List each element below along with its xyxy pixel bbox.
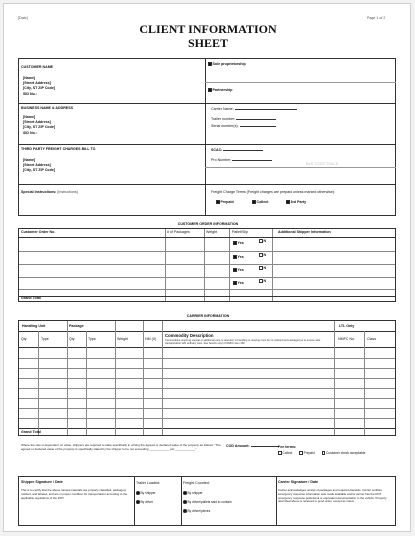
customer-check-checkbox[interactable] [322, 451, 326, 455]
pro-number-field[interactable] [211, 158, 272, 162]
third-party-street-field[interactable]: [Street Address] [23, 163, 51, 167]
carrier-col-nmfc: NMFC No. [338, 337, 355, 341]
row3-yes-label: Yes [237, 268, 244, 272]
scac-field[interactable] [211, 148, 263, 152]
row4-no-label: N [263, 279, 267, 283]
carrier-col-weight: Weight [117, 337, 129, 341]
counted-by-driver-pallets-label: By driver/pallets said to contain [187, 500, 232, 504]
page-number: Page 1 of 2 [367, 16, 386, 20]
order-col-additional: Additional Shipper Information [278, 230, 331, 234]
row3-no-label: N [263, 266, 267, 270]
shipper-signature-label: Shipper Signature / Date [21, 480, 63, 484]
row1-no-checkbox[interactable] [259, 239, 263, 243]
shipper-certification: This is to certify that the above named materials are properly classified, packaged, marked, and labeled, and are in proper condition for transportation according to the applicable regulations of the DOT. [21, 488, 128, 500]
sole-proprietorship-option[interactable] [208, 62, 246, 66]
collect-label: Collect [256, 200, 269, 204]
fee-terms-label: Fee terms: [278, 445, 297, 449]
special-instructions-label: Special Instructions: [21, 190, 57, 194]
pro-number-label: Pro Number: [211, 158, 232, 162]
business-street-field[interactable]: [Street Address] [23, 120, 51, 124]
declared-value-note: Where the rate is dependent on value, shippers are required to state specifically in writing the agreed or declared value of the property as follows: "The agreed or declared value of the property is specifically stated by the shipper to be not exceeding ____________ per ____________" [21, 443, 221, 451]
customer-name-field[interactable]: [Name] [23, 76, 36, 80]
scac-label: SCAC: [211, 148, 223, 152]
row2-no-checkbox[interactable] [259, 253, 263, 257]
special-instructions[interactable] [21, 190, 78, 194]
carrier-grand-total: Grand Total [21, 430, 41, 434]
customer-city-field[interactable]: [City, ST ZIP Code] [23, 86, 56, 90]
row4-yes-checkbox[interactable] [233, 281, 237, 285]
serial-number-label: Serial number(s): [211, 124, 239, 128]
loaded-by-shipper[interactable] [136, 491, 156, 495]
carrier-col-qty1: Qty [21, 337, 27, 341]
third-party-city-field[interactable]: [City, ST ZIP Code] [23, 168, 56, 172]
customer-order-table [18, 228, 396, 302]
row1-yes-checkbox[interactable] [233, 241, 237, 245]
third-party-heading: THIRD PARTY FREIGHT CHARGES BILL TO [21, 147, 96, 151]
order-row4-yes[interactable] [233, 281, 244, 285]
order-row3-yes[interactable] [233, 268, 244, 272]
row2-yes-label: Yes [237, 255, 244, 259]
page-title-line1: CLIENT INFORMATION [139, 22, 277, 36]
counted-by-shipper-label: By shipper [187, 491, 203, 495]
page-title-line2: SHEET [187, 36, 229, 50]
trailer-number-label: Trailer number: [211, 117, 236, 121]
ltl-only-header: LTL Only [339, 324, 355, 328]
customer-name-heading: CUSTOMER NAME [21, 65, 54, 69]
counted-by-driver-pieces[interactable] [183, 509, 210, 513]
carrier-col-qty2: Qty [69, 337, 75, 341]
loaded-by-driver[interactable] [136, 500, 153, 504]
loaded-by-shipper-radio[interactable] [136, 491, 140, 495]
third-party-name-field[interactable]: [Name] [23, 158, 36, 162]
partnership-checkbox[interactable] [208, 88, 212, 92]
order-row4-no[interactable] [259, 279, 266, 283]
freight-terms-label: Freight Charge Terms (Freight charges are prepaid unless marked otherwise): [211, 190, 335, 194]
package-header: Package [69, 324, 84, 328]
customer-order-heading: CUSTOMER ORDER INFORMATION [177, 222, 239, 226]
fee-terms-options [278, 451, 365, 455]
order-row2-yes[interactable] [233, 255, 244, 259]
collect-option[interactable] [252, 200, 268, 204]
loaded-by-driver-radio[interactable] [136, 500, 140, 504]
third-party-checkbox[interactable] [286, 200, 290, 204]
row2-yes-checkbox[interactable] [233, 255, 237, 259]
customer-check-label: Customer check acceptable [326, 451, 366, 455]
carrier-col-type1: Type [41, 337, 49, 341]
counted-by-driver-pallets-radio[interactable] [183, 500, 187, 504]
handling-unit-header: Handling Unit [22, 324, 46, 328]
carrier-info-heading: CARRIER INFORMATION [186, 314, 230, 318]
cod-amount-label: COD Amount: [226, 444, 250, 448]
special-instructions-value[interactable]: [Instructions] [57, 190, 78, 194]
row4-yes-label: Yes [237, 281, 244, 285]
counted-by-shipper[interactable] [183, 491, 203, 495]
customer-sid-label: SID No.: [23, 92, 37, 96]
order-row1-yes[interactable] [233, 241, 244, 245]
date-field[interactable]: [Date] [18, 16, 28, 20]
carrier-col-class: Class [367, 337, 376, 341]
commodity-note: Commodities requiring special or additional care or attention in handling or stowing must be so marked and packaged as to ensure safe transportation with ordinary care. See Section 2(e) of NMFC Item 360 [165, 339, 321, 346]
business-city-field[interactable]: [City, ST ZIP Code] [23, 125, 56, 129]
order-col-order-no: Customer Order No. [21, 230, 56, 234]
loaded-by-shipper-label: By shipper [140, 491, 156, 495]
row4-no-checkbox[interactable] [259, 279, 263, 283]
carrier-certification: Carrier acknowledges receipt of packages and required placards. Carrier certifies emergency response information was made available and/or carrier has the DOT emergency response guidebook or equivalent documentation in the vehicle. Property described above is received in good order, except as noted. [278, 488, 387, 504]
fee-prepaid-label: Prepaid [303, 451, 315, 455]
freight-counted-label: Freight Counted: [183, 481, 210, 485]
partnership-label: Partnership [212, 88, 233, 92]
row1-yes-label: Yes [237, 241, 244, 245]
prepaid-checkbox[interactable] [216, 200, 220, 204]
client-information-sheet [3, 3, 411, 532]
order-col-pallet: Pallet/Slip [232, 230, 248, 234]
fee-prepaid-option[interactable] [299, 451, 315, 455]
prepaid-option[interactable] [216, 200, 234, 204]
loaded-by-driver-label: By driver [140, 500, 154, 504]
barcode-space-label: BAR CODE SPACE [306, 162, 339, 166]
order-col-packages: # of Packages [167, 230, 190, 234]
business-name-heading: BUSINESS NAME & ADDRESS [21, 106, 73, 110]
counted-by-driver-pieces-radio[interactable] [183, 509, 187, 513]
counted-by-driver-pieces-label: By driver/pieces [187, 509, 211, 513]
row2-no-label: N [263, 253, 267, 257]
order-row1-no[interactable] [259, 239, 266, 243]
order-row3-no[interactable] [259, 266, 266, 270]
third-party-label: 3rd Party [290, 200, 307, 204]
customer-check-option[interactable] [322, 451, 366, 455]
cod-amount-field[interactable] [226, 444, 279, 448]
partnership-option[interactable] [208, 88, 232, 92]
sole-proprietorship-checkbox[interactable] [208, 62, 212, 66]
fee-collect-checkbox[interactable] [278, 451, 282, 455]
serial-number-field[interactable] [211, 124, 276, 128]
carrier-col-type2: Type [88, 337, 96, 341]
collect-checkbox[interactable] [252, 200, 256, 204]
order-col-weight: Weight [206, 230, 218, 234]
carrier-name-label: Carrier Name: [211, 107, 234, 111]
order-row2-no[interactable] [259, 253, 266, 257]
fee-collect-option[interactable] [278, 451, 292, 455]
fee-collect-label: Collect [282, 451, 293, 455]
carrier-signature-label: Carrier Signature / Date [278, 480, 319, 484]
counted-by-shipper-radio[interactable] [183, 491, 187, 495]
third-party-option[interactable] [286, 200, 306, 204]
counted-by-driver-pallets[interactable] [183, 500, 232, 504]
row3-yes-checkbox[interactable] [233, 268, 237, 272]
trailer-number-field[interactable] [211, 117, 276, 121]
carrier-col-commodity: Commodity Description [165, 333, 214, 338]
carrier-name-field[interactable] [211, 107, 297, 111]
trailer-loaded-label: Trailer Loaded: [136, 481, 161, 485]
carrier-col-hm: HM (X) [145, 337, 157, 341]
row1-no-label: N [263, 239, 267, 243]
business-sid-label: SID No.: [23, 131, 37, 135]
row3-no-checkbox[interactable] [259, 266, 263, 270]
business-name-field[interactable]: [Name] [23, 115, 36, 119]
customer-street-field[interactable]: [Street Address] [23, 81, 51, 85]
sole-proprietorship-label: Sole proprietorship [212, 62, 246, 66]
prepaid-label: Prepaid [220, 200, 234, 204]
fee-prepaid-checkbox[interactable] [299, 451, 303, 455]
order-grand-total: Grand Total [21, 296, 41, 300]
